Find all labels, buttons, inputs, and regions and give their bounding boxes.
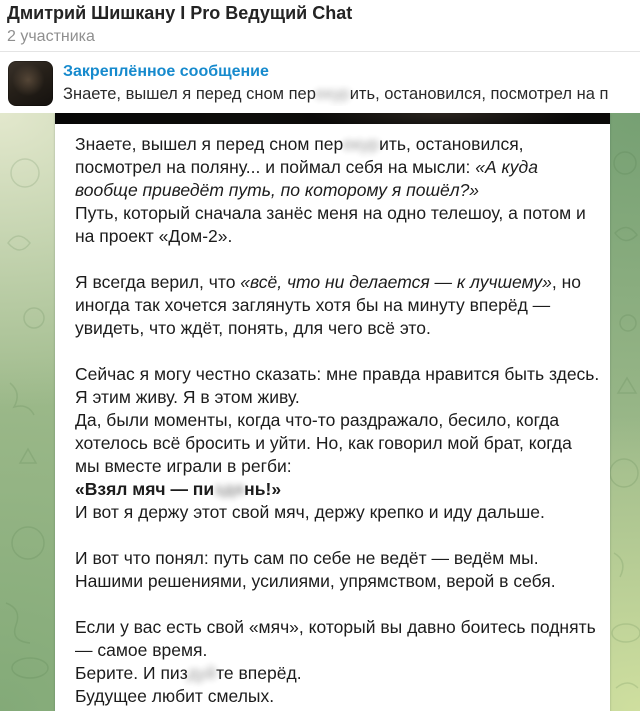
text-segment: «А куда вообще приведёт путь, по которому я пошёл?» bbox=[75, 157, 538, 200]
text-segment: те вперёд. bbox=[216, 663, 302, 683]
message-paragraph bbox=[75, 386, 600, 409]
message-text bbox=[55, 124, 610, 711]
message-photo-bottom-edge[interactable] bbox=[55, 113, 610, 124]
text-segment: Знаете, вышел я перед сном пер bbox=[63, 84, 316, 103]
message-paragraph bbox=[75, 133, 600, 202]
censored-blurred-word: здя bbox=[214, 479, 245, 499]
message-bubble[interactable] bbox=[55, 113, 610, 711]
chat-members-count: 2 участника bbox=[7, 28, 95, 45]
text-segment: , но иногда так хочется заглянуть хотя бы на минуту вперёд — увидеть, что ждёт, понять, для чего всё это. bbox=[75, 272, 581, 338]
paragraph-gap bbox=[75, 248, 600, 271]
paragraph-gap bbox=[75, 593, 600, 616]
pinned-message-preview bbox=[63, 83, 640, 106]
text-segment: ить, остановился, посмотрел на п bbox=[349, 84, 609, 103]
text-segment: ить, остановился, посмотрел на поляну... и поймал себя на мысли: bbox=[75, 134, 524, 177]
text-segment: «Взял мяч — пи bbox=[75, 479, 215, 499]
text-segment: Да, были моменты, когда что-то раздражало, бесило, когда хотелось всё бросить и уйти. Но, как говорил мой брат, когда мы вместе играли в регби: bbox=[75, 410, 572, 476]
chat-background bbox=[0, 113, 640, 711]
text-segment: Я этим живу. Я в этом живу. bbox=[75, 387, 300, 407]
text-segment: И вот я держу этот свой мяч, держу крепко и иду дальше. bbox=[75, 502, 545, 522]
text-segment: Берите. И пиз bbox=[75, 663, 188, 683]
message-paragraph bbox=[75, 616, 600, 662]
chat-title: Дмитрий Шишкану I Pro Ведущий Chat bbox=[7, 3, 353, 23]
message-paragraph bbox=[75, 271, 600, 340]
censored-blurred-word: дуй bbox=[187, 663, 217, 683]
text-segment: И вот что понял: путь сам по себе не ведёт — ведём мы. Нашими решениями, усилиями, упрямством, верой в себя. bbox=[75, 548, 556, 591]
text-segment: Будущее любит смелых. bbox=[75, 686, 275, 706]
paragraph-gap bbox=[75, 524, 600, 547]
message-paragraph bbox=[75, 501, 600, 524]
message-paragraph bbox=[75, 202, 600, 248]
pinned-message-label: Закреплённое сообщение bbox=[63, 62, 269, 80]
message-paragraph bbox=[75, 363, 600, 386]
paragraph-gap bbox=[75, 340, 600, 363]
message-paragraph bbox=[75, 547, 600, 593]
message-paragraph bbox=[75, 478, 600, 501]
pinned-photo-thumbnail bbox=[8, 61, 53, 106]
text-segment: нь!» bbox=[244, 479, 282, 499]
message-paragraph bbox=[75, 685, 600, 708]
text-segment: Путь, который сначала занёс меня на одно телешоу, а потом и на проект «Дом-2». bbox=[75, 203, 586, 246]
message-paragraph bbox=[75, 409, 600, 478]
text-segment: Знаете, вышел я перед сном пер bbox=[75, 134, 344, 154]
text-segment: Я всегда верил, что bbox=[75, 272, 241, 292]
chat-header[interactable] bbox=[0, 0, 640, 52]
pinned-message-bar[interactable] bbox=[0, 53, 640, 113]
pinned-texts bbox=[63, 61, 640, 106]
censored-blurred-word: екур bbox=[343, 134, 380, 154]
censored-blurred-word: екур bbox=[315, 84, 350, 103]
text-segment: Если у вас есть свой «мяч», который вы давно боитесь поднять — самое время. bbox=[75, 617, 596, 660]
message-paragraph bbox=[75, 662, 600, 685]
text-segment: «всё, что ни делается — к лучшему» bbox=[240, 272, 552, 292]
text-segment: Сейчас я могу честно сказать: мне правда нравится быть здесь. bbox=[75, 364, 600, 384]
